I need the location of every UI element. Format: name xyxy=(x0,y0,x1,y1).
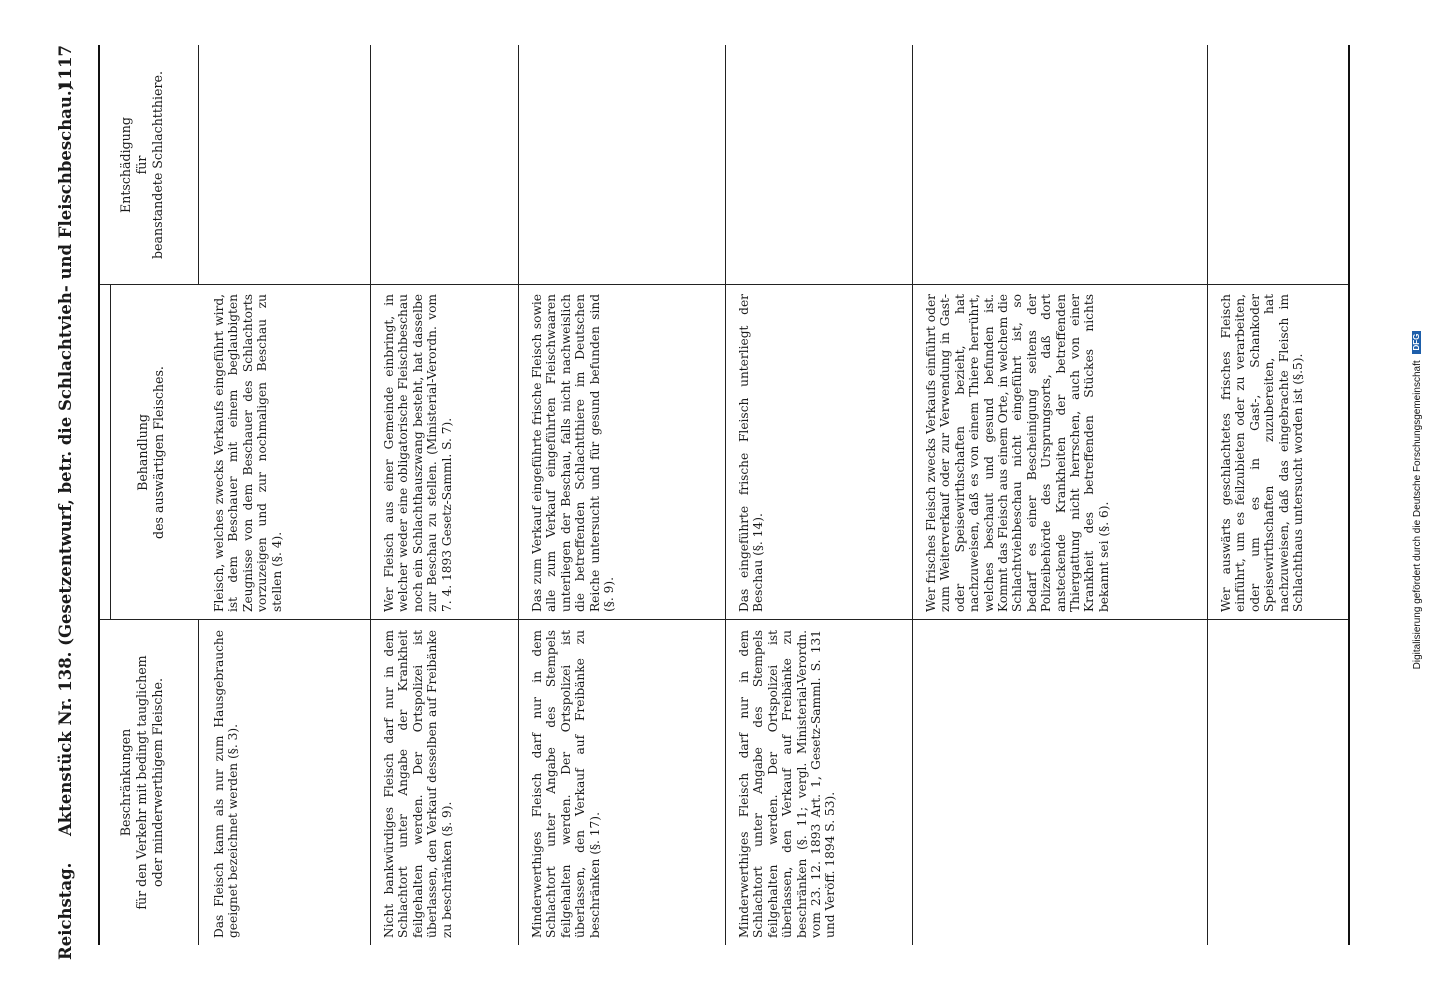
cell-text: Wer auswärts geschlachtetes frisches Fleisch einführt, um es feilzubieten oder zu verarbeiten, oder um es in Gast-, Schankoder Speisewirthschaften zuzubereiten, hat nachzuweisen, daß das eingebrachte Fleisch im Schlachthaus untersucht worden ist (§.5). xyxy=(1219,294,1306,612)
header-row-rule-3 xyxy=(198,45,199,285)
column-divider-2 xyxy=(100,284,1348,285)
column-header-treatment xyxy=(135,290,167,615)
table-cell-restriction xyxy=(737,630,838,938)
header-row-rule-1 xyxy=(198,620,199,945)
dfg-logo: DFG xyxy=(1412,331,1421,354)
column-header-line: für den Verkehr mit bedingt tauglichem xyxy=(134,655,149,910)
table-cell-restriction xyxy=(382,630,454,938)
table-cell-treatment xyxy=(382,294,454,612)
table-cell-treatment xyxy=(1219,294,1305,612)
column-header-line: für xyxy=(134,155,149,175)
column-divider-1 xyxy=(100,619,1348,620)
page-number: 1117 xyxy=(56,45,75,91)
header-row-rule-2 xyxy=(110,285,111,620)
table-cell-treatment xyxy=(212,294,284,612)
column-header-line: des auswärtigen Fleisches. xyxy=(151,366,166,539)
table-cell-restriction xyxy=(212,630,241,938)
column-header-line: Beschränkungen xyxy=(118,728,133,837)
row-rule-3 xyxy=(725,45,726,945)
column-header-line: Entschädigung xyxy=(118,117,133,213)
row-rule-4 xyxy=(912,45,913,945)
cell-text: Nicht bankwürdiges Fleisch darf nur in dem Schlachtort unter Angabe der Krankheit feilgehalten werden. Der Ortspolizei ist überlassen, den Verkauf desselben auf Freibänke zu beschränken (§. 9). xyxy=(382,630,454,938)
cell-text: Wer Fleisch aus einer Gemeinde einbringt, in welcher weder eine obligatorische Fleischbeschau noch ein Schlachthauszwang besteht, hat dasselbe zur Beschau zu stellen. (Ministerial-Verordn. vom 7. 4. 1893 Gesetz-Samml. S. 7). xyxy=(382,294,454,612)
column-header-line: beanstandete Schlachtthiere. xyxy=(150,71,165,259)
column-header-line: oder minderwerthigem Fleische. xyxy=(150,678,165,887)
cell-text: Das zum Verkauf eingeführte frische Fleisch sowie alle zum Verkauf eingeführten Fleischwaaren unterliegen der Beschau, falls nicht nachweislich die betreffenden Schlachtthiere im Deutschen Reiche untersucht und für gesund befunden sind (§. 9). xyxy=(530,294,617,612)
table-bottom-rule xyxy=(1348,45,1350,945)
row-rule-1 xyxy=(370,45,371,945)
cell-text: Wer frisches Fleisch zwecks Verkaufs einführt oder zum Weiterverkauf oder zur Verwendung in Gast- oder Speisewirthschaften bezieht, hat nachzuweisen, daß es von einem Thiere herrührt, welches beschaut und gesund befunden ist. Kommt das Fleisch aus einem Orte, in welchem die Schlachtviehbeschau nicht eingeführt ist, so bedarf es einer Bescheinigung seitens der Polizeibehörde des Ursprungsorts, daß dort ansteckende Krankheiten der betreffenden Thiergattung nicht herrschen, auch von einer Krankheit des betreffenden Stückes nichts bekannt sei (§. 6). xyxy=(924,294,1111,612)
cell-text: Minderwerthiges Fleisch darf nur in dem Schlachtort unter Angabe des Stempels feilgehalten werden. Der Ortspolizei ist überlassen, den Verkauf auf Freibänke zu beschränken (§. 11; vergl. Ministerial-Verordn. vom 23. 12. 1893 Art. 1, Gesetz-Samml. S. 131 und Veröff. 1894 S. 53). xyxy=(737,630,838,938)
table-cell-restriction xyxy=(530,630,602,938)
cell-text: Minderwerthiges Fleisch darf nur in dem Schlachtort unter Angabe des Stempels feilgehalten werden. Der Ortspolizei ist überlassen, den Verkauf auf Freibänke zu beschränken (§. 17). xyxy=(530,630,602,938)
column-header-compensation xyxy=(118,55,166,275)
cell-text: Fleisch, welches zwecks Verkaufs eingeführt wird, ist dem Beschauer mit einem beglaubigten Zeugnisse von dem Beschauer des Schlachtorts vorzuzeigen und zur nochmaligen Beschau zu stellen (§. 4). xyxy=(212,294,284,612)
row-rule-5 xyxy=(1207,45,1208,945)
table-cell-treatment xyxy=(737,294,766,612)
digitization-credit xyxy=(1412,0,1423,1000)
cell-text: Das Fleisch kann als nur zum Hausgebrauche geeignet bezeichnet werden (§. 3). xyxy=(212,630,241,938)
table-cell-treatment xyxy=(530,294,616,612)
page-header xyxy=(50,45,86,960)
column-header-restrictions xyxy=(118,635,166,930)
credit-text: Digitalisierung gefördert durch die Deutsche Forschungsgemeinschaft xyxy=(1412,360,1423,670)
table-cell-treatment xyxy=(924,294,1111,612)
row-rule-2 xyxy=(518,45,519,945)
document-title: Aktenstück Nr. 138. (Gesetzentwurf, betr. die Schlachtvieh- und Fleischbeschau.) xyxy=(56,82,75,836)
running-head: Reichstag. xyxy=(56,862,75,960)
cell-text: Das eingeführte frische Fleisch unterliegt der Beschau (§. 14). xyxy=(737,294,766,612)
column-header-line: Behandlung xyxy=(135,414,150,491)
table-top-rule xyxy=(98,45,100,945)
